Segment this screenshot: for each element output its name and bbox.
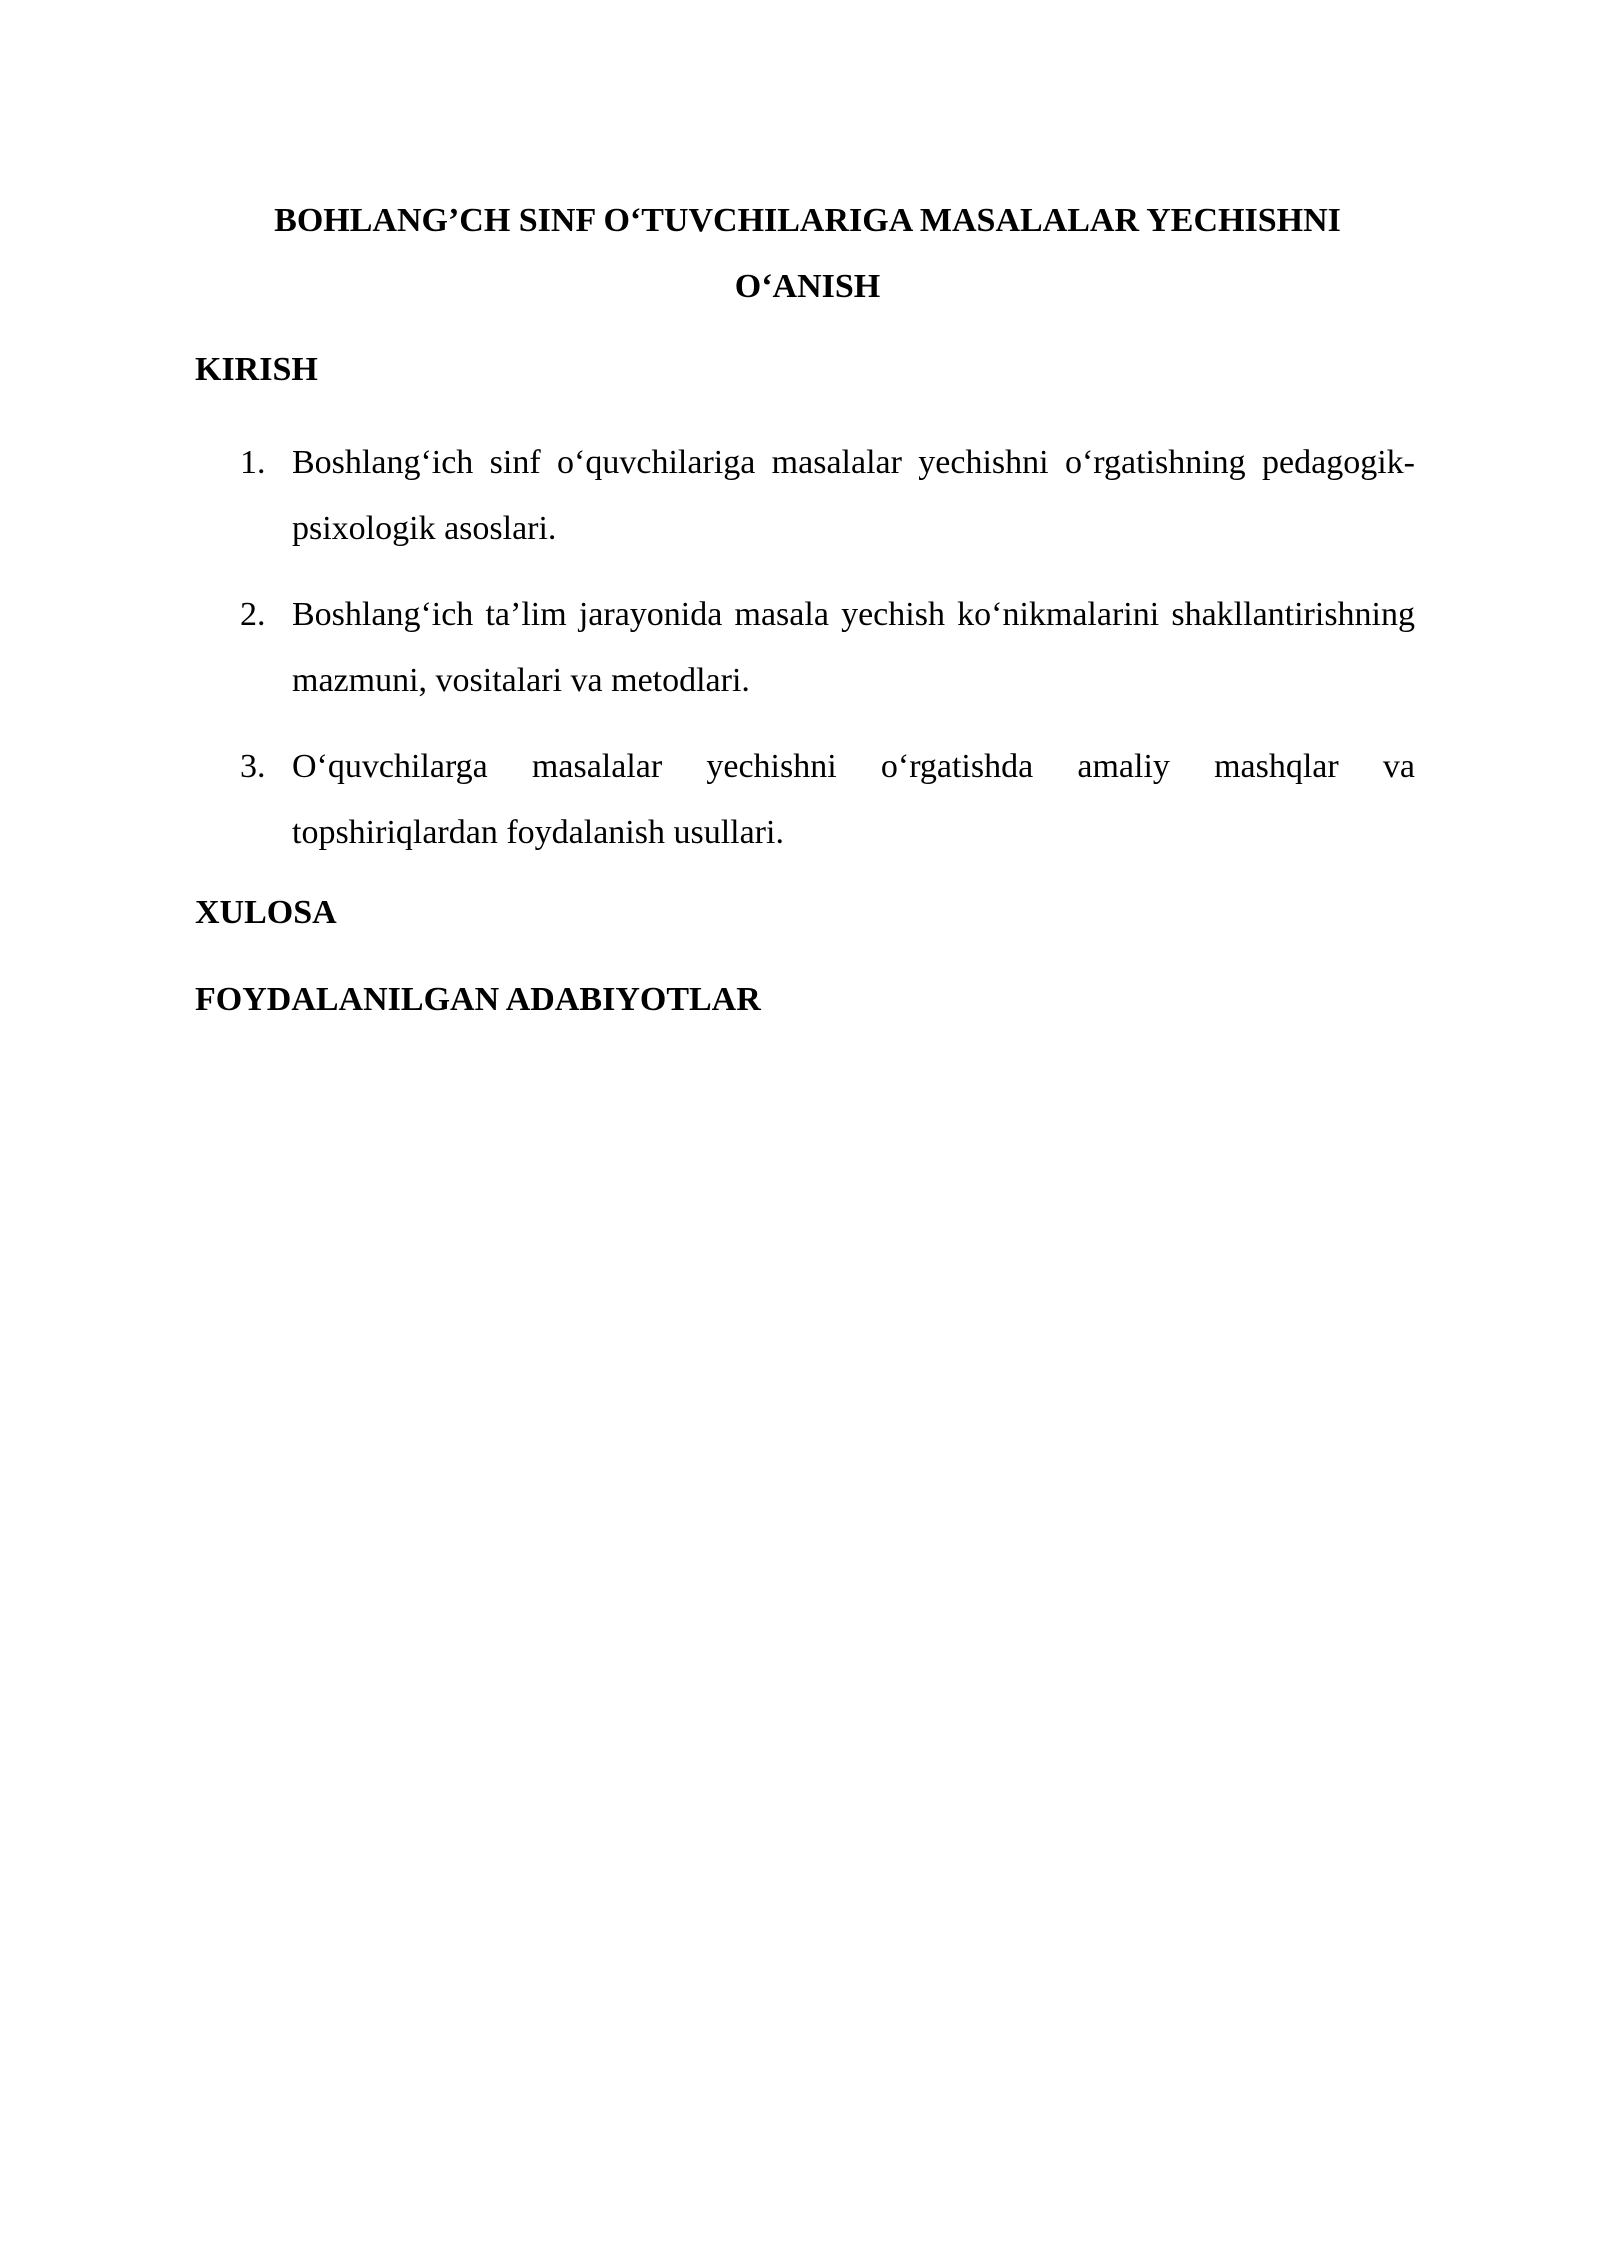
outline-item-text: Boshlang‘ich sinf o‘quvchilariga masalalar yechishni o‘rgatishning pedagogik-psixologik asoslari. bbox=[292, 444, 1415, 547]
outline-item-2 bbox=[240, 582, 1415, 714]
title-line-2: O‘ANISH bbox=[734, 268, 881, 305]
outline-list bbox=[240, 430, 1415, 886]
references-heading: FOYDALANILGAN ADABIYOTLAR bbox=[195, 981, 761, 1018]
introduction-heading: KIRISH bbox=[195, 351, 318, 388]
outline-item-text: O‘quvchilarga masalalar yechishni o‘rgatishda amaliy mashqlar va topshiriqlardan foydalanish usullari. bbox=[292, 748, 1415, 851]
document-title bbox=[195, 188, 1420, 320]
outline-item-1 bbox=[240, 430, 1415, 562]
outline-item-number: 3. bbox=[240, 748, 266, 785]
outline-item-text: Boshlang‘ich ta’lim jarayonida masala yechish ko‘nikmalarini shakllantirishning mazmuni, vositalari va metodlari. bbox=[292, 596, 1415, 699]
outline-item-number: 2. bbox=[240, 596, 266, 633]
title-line-1: BOHLANG’CH SINF O‘TUVCHILARIGA MASALALAR YECHISHNI bbox=[274, 202, 1341, 239]
outline-item-number: 1. bbox=[240, 444, 266, 481]
conclusion-heading: XULOSA bbox=[195, 894, 337, 931]
outline-item-3 bbox=[240, 734, 1415, 866]
